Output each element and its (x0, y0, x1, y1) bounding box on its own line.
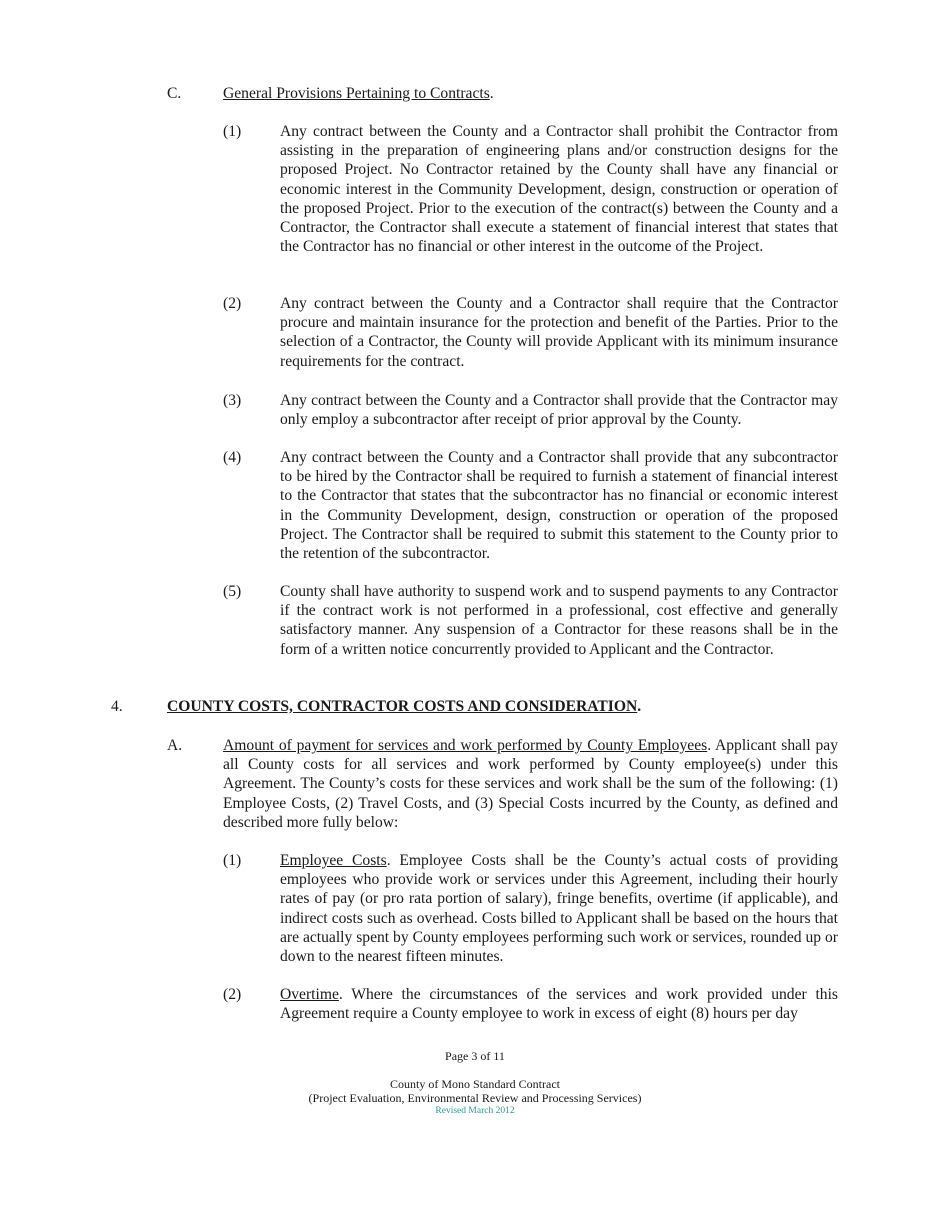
section-c-item-3-number: (3) (223, 392, 242, 409)
section-a-text: . Applicant shall pay all County costs for all services and work performed by County employee(s) under this Agreement. The County’s costs for these services and work shall be the sum of the following: (1) Employee Costs, (2) Travel Costs, and (3) Special Costs incurred by the County, as defined and described more fully below: (223, 737, 838, 831)
section-c-item-2-text: Any contract between the County and a Contractor shall require that the Contractor procure and maintain insurance for the protection and benefit of the Parties. Prior to the selection of a Contractor, the County will provide Applicant with its minimum insurance requirements for the contract. (280, 295, 838, 370)
section-c-label: C. (167, 85, 182, 102)
section-4-heading-text: COUNTY COSTS, CONTRACTOR COSTS AND CONSIDERATION (167, 698, 638, 715)
section-a-label: A. (167, 737, 183, 754)
section-a-item-2-heading: Overtime (280, 986, 339, 1003)
section-c-item-2-number: (2) (223, 295, 242, 312)
section-c-item-1-number: (1) (223, 123, 242, 140)
section-4-heading-tail: . (637, 698, 642, 715)
section-a-item-2-paragraph (280, 985, 838, 1023)
section-c-item-3-text: Any contract between the County and a Contractor shall provide that the Contractor may only employ a subcontractor after receipt of prior approval by the County. (280, 392, 838, 429)
section-c-item-4-number: (4) (223, 449, 242, 466)
footer-contract-title: County of Mono Standard Contract (390, 1077, 560, 1091)
footer-contract-subtitle: (Project Evaluation, Environmental Review and Processing Services) (308, 1091, 642, 1105)
section-a-item-2-number: (2) (223, 986, 242, 1003)
section-a-item-1-number: (1) (223, 852, 242, 869)
section-4-label: 4. (111, 698, 123, 715)
section-c-heading-text: General Provisions Pertaining to Contracts (223, 85, 490, 102)
page-number: Page 3 of 11 (445, 1049, 505, 1063)
section-a-item-1-paragraph (280, 851, 838, 966)
section-4-heading (167, 697, 641, 716)
footer-revision-date: Revised March 2012 (435, 1106, 515, 1116)
section-c-heading-tail: . (489, 85, 494, 102)
section-c-item-5-text: County shall have authority to suspend work and to suspend payments to any Contractor if the contract work is not performed in a professional, cost effective and generally satisfactory manner. Any suspension of a Contractor for these reasons shall be in the form of a written notice concurrently provided to Applicant and the Contractor. (280, 583, 838, 658)
section-c-heading (223, 84, 494, 103)
section-a-paragraph (223, 736, 838, 832)
section-a-heading: Amount of payment for services and work performed by County Employees (223, 737, 708, 754)
section-c-item-4-text: Any contract between the County and a Contractor shall provide that any subcontractor to be hired by the Contractor shall be required to furnish a statement of financial interest to the Contractor that states that the subcontractor has no financial or economic interest in the Community Development, design, construction or operation of the proposed Project. The Contractor shall be required to submit this statement to the County prior to the retention of the subcontractor. (280, 449, 838, 563)
section-c-item-1-text: Any contract between the County and a Contractor shall prohibit the Contractor from assisting in the preparation of engineering plans and/or construction designs for the proposed Project. No Contractor retained by the County shall have any financial or economic interest in the Community Development, design, construction or operation of the proposed Project. Prior to the execution of the contract(s) between the County and a Contractor, the Contractor shall execute a statement of financial interest that states that the Contractor has no financial or other interest in the outcome of the Project. (280, 123, 838, 256)
section-c-item-5-number: (5) (223, 583, 242, 600)
section-a-item-1-text: . Employee Costs shall be the County’s actual costs of providing employees who provide work or services under this Agreement, including their hourly rates of pay (or pro rata portion of salary), fringe benefits, overtime (if applicable), and indirect costs such as overhead. Costs billed to Applicant shall be based on the hours that are actually spent by County employees performing such work or services, rounded up or down to the nearest fifteen minutes. (280, 852, 838, 966)
section-a-item-1-heading: Employee Costs (280, 852, 387, 869)
section-a-item-2-text: . Where the circumstances of the services and work provided under this Agreement require a County employee to work in excess of eight (8) hours per day (280, 986, 838, 1023)
